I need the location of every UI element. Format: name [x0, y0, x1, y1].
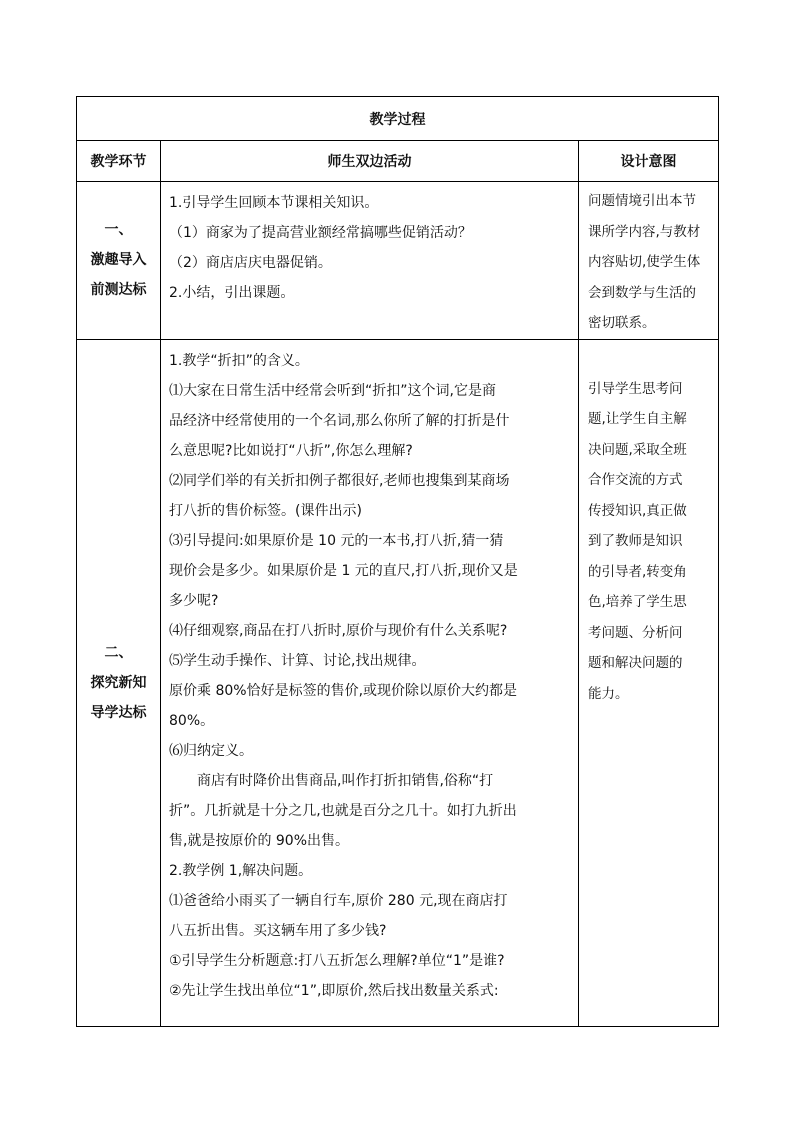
design-line: 合作交流的方式 [588, 472, 683, 488]
activity-line: 80%。 [169, 712, 215, 729]
design-line: 考问题、分析问 [588, 624, 683, 641]
stage-label-line: 激趣导入 [90, 252, 147, 269]
table-row [77, 339, 719, 1026]
design-cell [579, 182, 719, 340]
stage-label-line: 一、 [104, 222, 133, 239]
design-line: 题,让学生自主解 [588, 411, 687, 427]
activity-line: ⑵同学们举的有关折扣例子都很好,老师也搜集到某商场 [169, 472, 510, 489]
activity-line: 多少呢? [169, 592, 219, 609]
activity-cell [161, 339, 579, 1026]
activity-line: 么意思呢?比如说打“八折”,你怎么理解? [169, 442, 413, 459]
activity-line: 折”。几折就是十分之几,也就是百分之几十。如打九折出 [169, 802, 517, 819]
activity-line: ②先让学生找出单位“1”,即原价,然后找出数量关系式: [169, 982, 499, 999]
activity-line: 2.教学例 1,解决问题。 [169, 862, 313, 879]
activity-line: ⑴爸爸给小雨买了一辆自行车,原价 280 元,现在商店打 [169, 892, 508, 909]
activity-line: 1.引导学生回顾本节课相关知识。 [169, 195, 379, 211]
activity-line: （2）商店店庆电器促销。 [169, 255, 332, 271]
activity-line: ①引导学生分析题意:打八五折怎么理解?单位“1”是谁? [169, 952, 505, 969]
stage-label-line: 二、 [104, 644, 133, 661]
design-line: 题和解决问题的 [588, 655, 683, 671]
stage-label-line: 导学达标 [90, 704, 147, 721]
table-title: 教学过程 [77, 97, 719, 141]
design-line: 的引导者,转变角 [588, 563, 687, 580]
activity-cell [161, 182, 579, 340]
design-cell [579, 339, 719, 1026]
stage-label-line: 探究新知 [90, 674, 147, 691]
activity-line: 打八折的售价标签。(课件出示) [169, 502, 362, 519]
design-line: 内容贴切,使学生体 [588, 254, 701, 270]
activity-line: 现价会是多少。如果原价是 1 元的直尺,打八折,现价又是 [169, 562, 518, 579]
design-spacer [588, 344, 712, 374]
header-activity: 师生双边活动 [161, 141, 579, 182]
activity-line: 2.小结，引出课题。 [169, 285, 295, 301]
lesson-table [76, 96, 719, 1027]
design-line: 能力。 [588, 685, 629, 702]
design-line: 色,培养了学生思 [588, 594, 687, 610]
activity-line: 商店有时降价出售商品,叫作打折扣销售,俗称“打 [197, 772, 494, 789]
design-line: 问题情境引出本节 [588, 193, 696, 209]
design-line: 会到数学与生活的 [588, 284, 696, 301]
design-line: 传授知识,真正做 [588, 502, 687, 519]
table-row [77, 182, 719, 340]
activity-line: 品经济中经常使用的一个名词,那么你所了解的打折是什 [169, 412, 510, 429]
stage-cell [77, 182, 161, 340]
design-line: 到了教师是知识 [588, 533, 683, 549]
activity-line: ⑹归纳定义。 [169, 742, 253, 759]
activity-line: （1）商家为了提高营业额经常搞哪些促销活动？ [169, 225, 472, 241]
activity-line: ⑸学生动手操作、计算、讨论,找出规律。 [169, 652, 426, 669]
design-line: 决问题,采取全班 [588, 441, 687, 458]
header-design: 设计意图 [579, 141, 719, 182]
design-line: 课所学内容,与教材 [588, 223, 701, 240]
activity-line: 原价乘 80%恰好是标签的售价,或现价除以原价大约都是 [169, 682, 518, 699]
design-line: 密切联系。 [588, 315, 656, 331]
design-line: 引导学生思考问 [588, 380, 683, 397]
activity-line: ⑴大家在日常生活中经常会听到“折扣”这个词,它是商 [169, 382, 496, 399]
activity-line: 售,就是按原价的 90%出售。 [169, 832, 350, 849]
activity-line: 1.教学“折扣”的含义。 [169, 352, 309, 369]
stage-label-line: 前测达标 [90, 282, 147, 299]
header-stage: 教学环节 [77, 141, 161, 182]
activity-line: ⑷仔细观察,商品在打八折时,原价与现价有什么关系呢? [169, 622, 508, 639]
stage-cell [77, 339, 161, 1026]
activity-line: 八五折出售。买这辆车用了多少钱? [169, 922, 387, 939]
activity-line: ⑶引导提问:如果原价是 10 元的一本书,打八折,猜一猜 [169, 532, 504, 549]
